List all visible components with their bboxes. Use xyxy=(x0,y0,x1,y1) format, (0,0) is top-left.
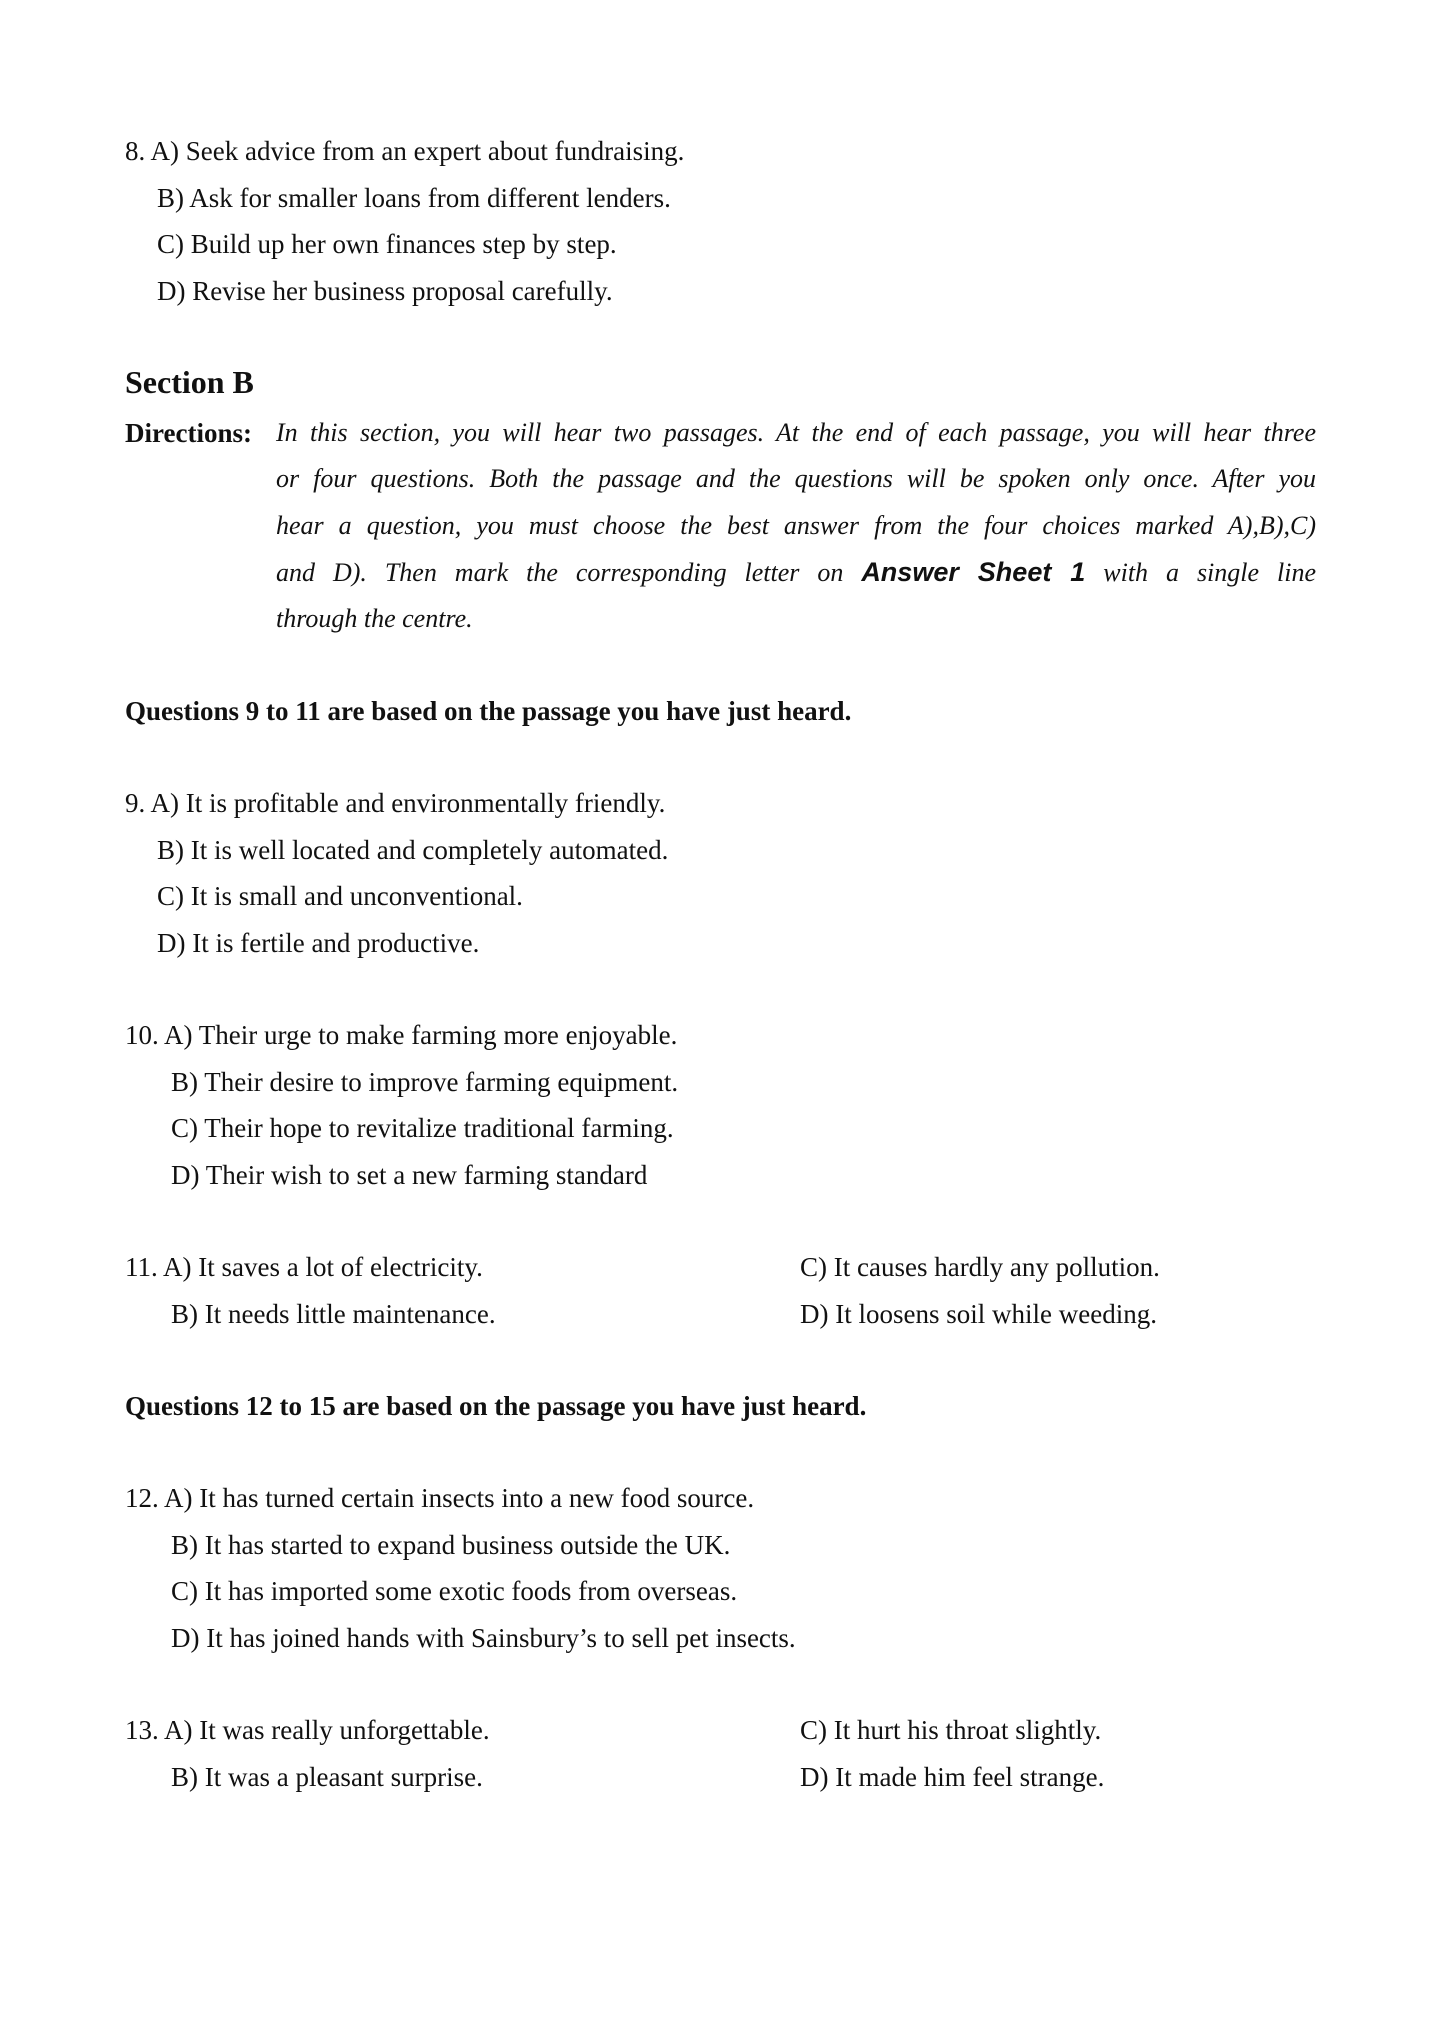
option-a-text: A) It is profitable and environmentally friendly. xyxy=(150,788,666,818)
question-12-option-c: C) It has imported some exotic foods from overseas. xyxy=(171,1576,738,1606)
question-13-option-d: D) It made him feel strange. xyxy=(800,1762,1105,1792)
directions-line-3: hear a question, you must choose the best answer from the four choices marked A),B),C) xyxy=(276,511,1316,540)
question-number: 11. xyxy=(125,1252,158,1282)
directions-line-1: In this section, you will hear two passages. At the end of each passage, you will hear three xyxy=(276,418,1316,447)
option-a-text: A) It saves a lot of electricity. xyxy=(163,1252,483,1282)
directions-line-4-end: with a single line xyxy=(1103,558,1316,587)
directions-line-4 xyxy=(276,555,1316,590)
question-13-option-c: C) It hurt his throat slightly. xyxy=(800,1715,1102,1745)
question-number: 9. xyxy=(125,788,146,818)
directions-line-4-start: and D). Then mark the corresponding letter on xyxy=(276,558,844,587)
question-10-option-d: D) Their wish to set a new farming standard xyxy=(171,1160,648,1190)
question-10-option-b: B) Their desire to improve farming equipment. xyxy=(171,1067,679,1097)
directions-line-2: or four questions. Both the passage and the questions will be spoken only once. After you xyxy=(276,464,1316,493)
question-10-option-c: C) Their hope to revitalize traditional farming. xyxy=(171,1113,674,1143)
question-11-option-d: D) It loosens soil while weeding. xyxy=(800,1299,1157,1329)
option-a-text: A) It has turned certain insects into a new food source. xyxy=(164,1483,755,1513)
question-10-option-a xyxy=(125,1018,677,1052)
option-a-text: A) It was really unforgettable. xyxy=(164,1715,490,1745)
question-11-option-a xyxy=(125,1250,483,1284)
group-heading-12-15: Questions 12 to 15 are based on the passage you have just heard. xyxy=(125,1391,867,1421)
option-a-text: A) Seek advice from an expert about fundraising. xyxy=(150,136,685,166)
question-number: 12. xyxy=(125,1483,159,1513)
question-number: 10. xyxy=(125,1020,159,1050)
question-11-option-c: C) It causes hardly any pollution. xyxy=(800,1252,1160,1282)
question-9-option-d: D) It is fertile and productive. xyxy=(157,928,480,958)
directions-label: Directions: xyxy=(125,418,252,448)
answer-sheet-label: Answer Sheet 1 xyxy=(861,557,1086,587)
question-number: 13. xyxy=(125,1715,159,1745)
question-8-option-a xyxy=(125,134,684,168)
question-8-option-b: B) Ask for smaller loans from different lenders. xyxy=(157,183,671,213)
question-9-option-b: B) It is well located and completely automated. xyxy=(157,835,669,865)
question-9-option-a xyxy=(125,786,665,820)
section-b-title: Section B xyxy=(125,364,254,400)
question-11-option-b: B) It needs little maintenance. xyxy=(171,1299,496,1329)
question-13-option-a xyxy=(125,1713,490,1747)
directions-line-5: through the centre. xyxy=(276,604,473,633)
option-a-text: A) Their urge to make farming more enjoyable. xyxy=(164,1020,678,1050)
question-8-option-c: C) Build up her own finances step by step. xyxy=(157,229,617,259)
question-12-option-b: B) It has started to expand business outside the UK. xyxy=(171,1530,731,1560)
group-heading-9-11: Questions 9 to 11 are based on the passage you have just heard. xyxy=(125,696,852,726)
question-8-option-d: D) Revise her business proposal carefully. xyxy=(157,276,613,306)
question-12-option-a xyxy=(125,1481,754,1515)
question-13-option-b: B) It was a pleasant surprise. xyxy=(171,1762,483,1792)
question-number: 8. xyxy=(125,136,146,166)
question-12-option-d: D) It has joined hands with Sainsbury’s to sell pet insects. xyxy=(171,1623,796,1653)
question-9-option-c: C) It is small and unconventional. xyxy=(157,881,523,911)
